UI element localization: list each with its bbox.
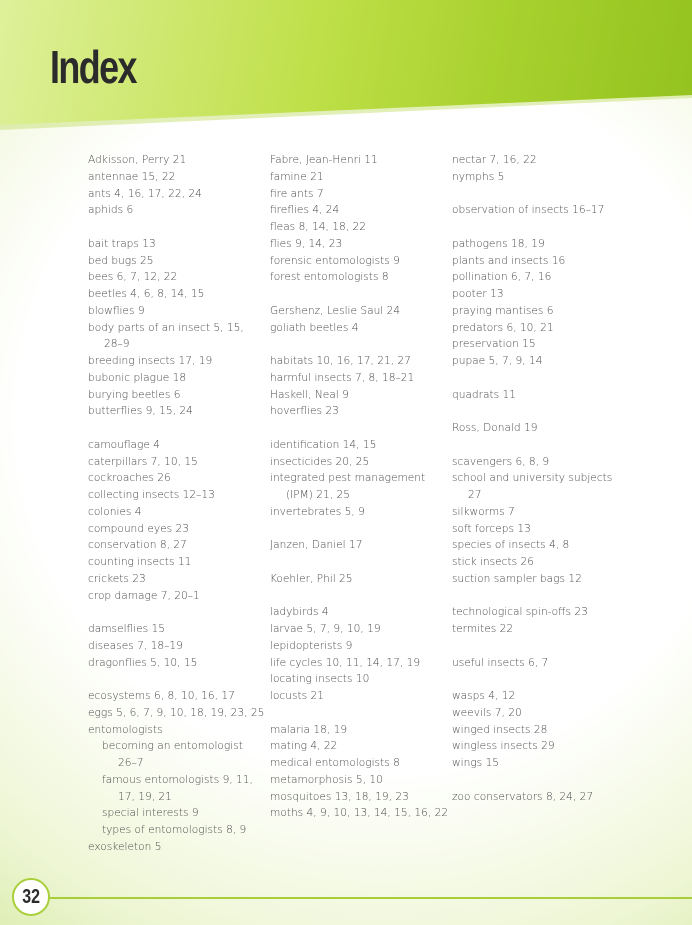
index-entry: identification 14, 15 bbox=[270, 438, 377, 451]
index-gap bbox=[452, 370, 622, 387]
index-entry: ladybirds 4 bbox=[270, 606, 329, 619]
index-entry: aphids 6 bbox=[88, 204, 134, 217]
index-entry: Haskell, Neal 9 bbox=[270, 388, 349, 401]
index-entry: forensic entomologists 9 bbox=[270, 254, 400, 267]
index-entry: eggs 5, 6, 7, 9, 10, 18, 19, 23, 25 bbox=[88, 706, 265, 719]
index-entry: Koehler, Phil 25 bbox=[270, 572, 353, 585]
index-entry: useful insects 6, 7 bbox=[452, 656, 549, 669]
index-entry: blowflies 9 bbox=[88, 304, 145, 317]
index-entry: predators 6, 10, 21 bbox=[452, 321, 554, 334]
page-number-badge bbox=[12, 878, 50, 916]
index-entry: ecosystems 6, 8, 10, 16, 17 bbox=[88, 690, 235, 702]
index-entry: soft forceps 13 bbox=[452, 522, 531, 535]
index-entry: goliath beetles 4 bbox=[270, 321, 359, 334]
index-entry: Adkisson, Perry 21 bbox=[88, 154, 187, 166]
index-entry: collecting insects 12–13 bbox=[88, 489, 215, 501]
index-entry: ants 4, 16, 17, 22, 24 bbox=[88, 187, 202, 200]
index-entry: preservation 15 bbox=[452, 338, 536, 351]
index-entry: wasps 4, 12 bbox=[452, 690, 516, 702]
index-entry: praying mantises 6 bbox=[452, 304, 554, 317]
index-column-2 bbox=[270, 152, 450, 822]
index-gap bbox=[270, 286, 450, 303]
index-entry: suction sampler bags 12 bbox=[452, 572, 582, 585]
index-entry: butterflies 9, 15, 24 bbox=[88, 405, 193, 418]
index-column-3 bbox=[452, 152, 622, 805]
index-entry: malaria 18, 19 bbox=[270, 723, 348, 736]
index-entry: metamorphosis 5, 10 bbox=[270, 773, 383, 786]
index-entry: weevils 7, 20 bbox=[452, 706, 522, 719]
index-entry: conservation 8, 27 bbox=[88, 539, 187, 552]
index-gap bbox=[270, 588, 450, 605]
index-entry: beetles 4, 6, 8, 14, 15 bbox=[88, 288, 205, 300]
index-entry: famine 21 bbox=[270, 170, 324, 183]
index-entry: flies 9, 14, 23 bbox=[270, 237, 343, 250]
index-entry: special interests 9 bbox=[102, 807, 199, 820]
index-gap bbox=[452, 186, 622, 203]
index-entry: wingless insects 29 bbox=[452, 740, 555, 753]
index-entry: forest entomologists 8 bbox=[270, 271, 389, 284]
index-entry: mating 4, 22 bbox=[270, 740, 338, 753]
index-gap bbox=[452, 437, 622, 454]
index-entry: insecticides 20, 25 bbox=[270, 455, 370, 468]
index-entry: bed bugs 25 bbox=[88, 254, 154, 267]
index-entry: Gershenz, Leslie Saul 24 bbox=[270, 304, 401, 317]
index-entry: fleas 8, 14, 18, 22 bbox=[270, 221, 366, 233]
index-entry: zoo conservators 8, 24, 27 bbox=[452, 790, 594, 803]
index-entry: bees 6, 7, 12, 22 bbox=[88, 271, 178, 284]
index-entry: winged insects 28 bbox=[452, 723, 548, 736]
index-gap bbox=[452, 772, 622, 789]
index-entry: body parts of an insect 5, 15, bbox=[88, 321, 244, 334]
index-entry: hoverflies 23 bbox=[270, 405, 339, 418]
index-entry: types of entomologists 8, 9 bbox=[102, 824, 247, 836]
index-entry: observation of insects 16–17 bbox=[452, 204, 605, 217]
index-entry: invertebrates 5, 9 bbox=[270, 505, 365, 518]
index-gap bbox=[88, 604, 263, 621]
index-entry: nectar 7, 16, 22 bbox=[452, 154, 537, 166]
index-entry: wings 15 bbox=[452, 757, 500, 769]
index-entry: locating insects 10 bbox=[270, 673, 370, 686]
index-entry: Janzen, Daniel 17 bbox=[270, 539, 363, 552]
index-entry: life cycles 10, 11, 14, 17, 19 bbox=[270, 656, 421, 669]
index-entry: counting insects 11 bbox=[88, 556, 192, 568]
index-entry: pollination 6, 7, 16 bbox=[452, 271, 552, 284]
index-entry: colonies 4 bbox=[88, 505, 142, 518]
index-entry: bait traps 13 bbox=[88, 237, 156, 250]
index-entry: pooter 13 bbox=[452, 288, 504, 300]
index-entry: entomologists bbox=[88, 723, 163, 736]
index-entry: 26–7 bbox=[118, 757, 144, 769]
index-entry: larvae 5, 7, 9, 10, 19 bbox=[270, 623, 381, 635]
index-gap bbox=[452, 219, 622, 236]
index-entry: scavengers 6, 8, 9 bbox=[452, 455, 550, 468]
index-entry: compound eyes 23 bbox=[88, 522, 190, 535]
index-entry: integrated pest management bbox=[270, 472, 426, 485]
index-gap bbox=[452, 638, 622, 655]
index-entry: mosquitoes 13, 18, 19, 23 bbox=[270, 790, 409, 803]
index-entry: fireflies 4, 24 bbox=[270, 204, 340, 217]
index-entry: caterpillars 7, 10, 15 bbox=[88, 455, 198, 468]
index-entry: cockroaches 26 bbox=[88, 472, 171, 485]
index-entry: 28–9 bbox=[104, 338, 130, 351]
index-entry: bubonic plague 18 bbox=[88, 371, 187, 384]
index-entry: silkworms 7 bbox=[452, 505, 515, 518]
index-entry: school and university subjects bbox=[452, 472, 613, 485]
index-entry: Ross, Donald 19 bbox=[452, 422, 538, 434]
index-entry: pathogens 18, 19 bbox=[452, 237, 545, 250]
index-entry: (IPM) 21, 25 bbox=[286, 489, 350, 501]
index-entry: becoming an entomologist bbox=[102, 740, 243, 753]
index-gap bbox=[270, 705, 450, 722]
index-entry: camouflage 4 bbox=[88, 438, 160, 451]
index-gap bbox=[452, 671, 622, 688]
index-entry: technological spin-offs 23 bbox=[452, 606, 588, 619]
index-gap bbox=[88, 420, 263, 437]
index-gap bbox=[452, 588, 622, 605]
index-column-1 bbox=[88, 152, 263, 856]
index-entry: crop damage 7, 20–1 bbox=[88, 589, 200, 602]
index-entry: species of insects 4, 8 bbox=[452, 539, 570, 552]
index-entry: harmful insects 7, 8, 18–21 bbox=[270, 371, 415, 384]
index-entry: plants and insects 16 bbox=[452, 254, 566, 267]
index-entry: antennae 15, 22 bbox=[88, 170, 176, 183]
index-entry: exoskeleton 5 bbox=[88, 840, 162, 853]
footer-rule bbox=[50, 897, 692, 899]
index-gap bbox=[88, 671, 263, 688]
index-gap bbox=[88, 219, 263, 236]
index-entry: crickets 23 bbox=[88, 572, 146, 585]
index-entry: locusts 21 bbox=[270, 690, 325, 702]
index-entry: breeding insects 17, 19 bbox=[88, 355, 213, 367]
index-gap bbox=[270, 336, 450, 353]
index-entry: termites 22 bbox=[452, 623, 514, 635]
index-entry: habitats 10, 16, 17, 21, 27 bbox=[270, 355, 411, 367]
index-gap bbox=[270, 420, 450, 437]
index-entry: nymphs 5 bbox=[452, 170, 505, 183]
index-entry: famous entomologists 9, 11, bbox=[102, 773, 253, 786]
index-entry: fire ants 7 bbox=[270, 187, 324, 200]
index-entry: medical entomologists 8 bbox=[270, 757, 400, 769]
index-entry: Fabre, Jean-Henri 11 bbox=[270, 154, 378, 166]
index-entry: 27 bbox=[468, 489, 482, 501]
index-gap bbox=[270, 554, 450, 571]
index-entry: burying beetles 6 bbox=[88, 388, 181, 401]
index-gap bbox=[452, 403, 622, 420]
index-entry: diseases 7, 18–19 bbox=[88, 639, 183, 652]
index-entry: damselflies 15 bbox=[88, 623, 166, 635]
index-entry: dragonflies 5, 10, 15 bbox=[88, 656, 198, 669]
index-entry: moths 4, 9, 10, 13, 14, 15, 16, 22 bbox=[270, 807, 449, 820]
index-entry: lepidopterists 9 bbox=[270, 639, 353, 652]
index-entry: quadrats 11 bbox=[452, 388, 517, 401]
index-gap bbox=[270, 521, 450, 538]
index-entry: pupae 5, 7, 9, 14 bbox=[452, 355, 543, 367]
page-number: 32 bbox=[22, 885, 40, 908]
page-title: Index bbox=[50, 41, 136, 93]
index-entry: stick insects 26 bbox=[452, 556, 534, 568]
index-entry: 17, 19, 21 bbox=[118, 790, 172, 803]
